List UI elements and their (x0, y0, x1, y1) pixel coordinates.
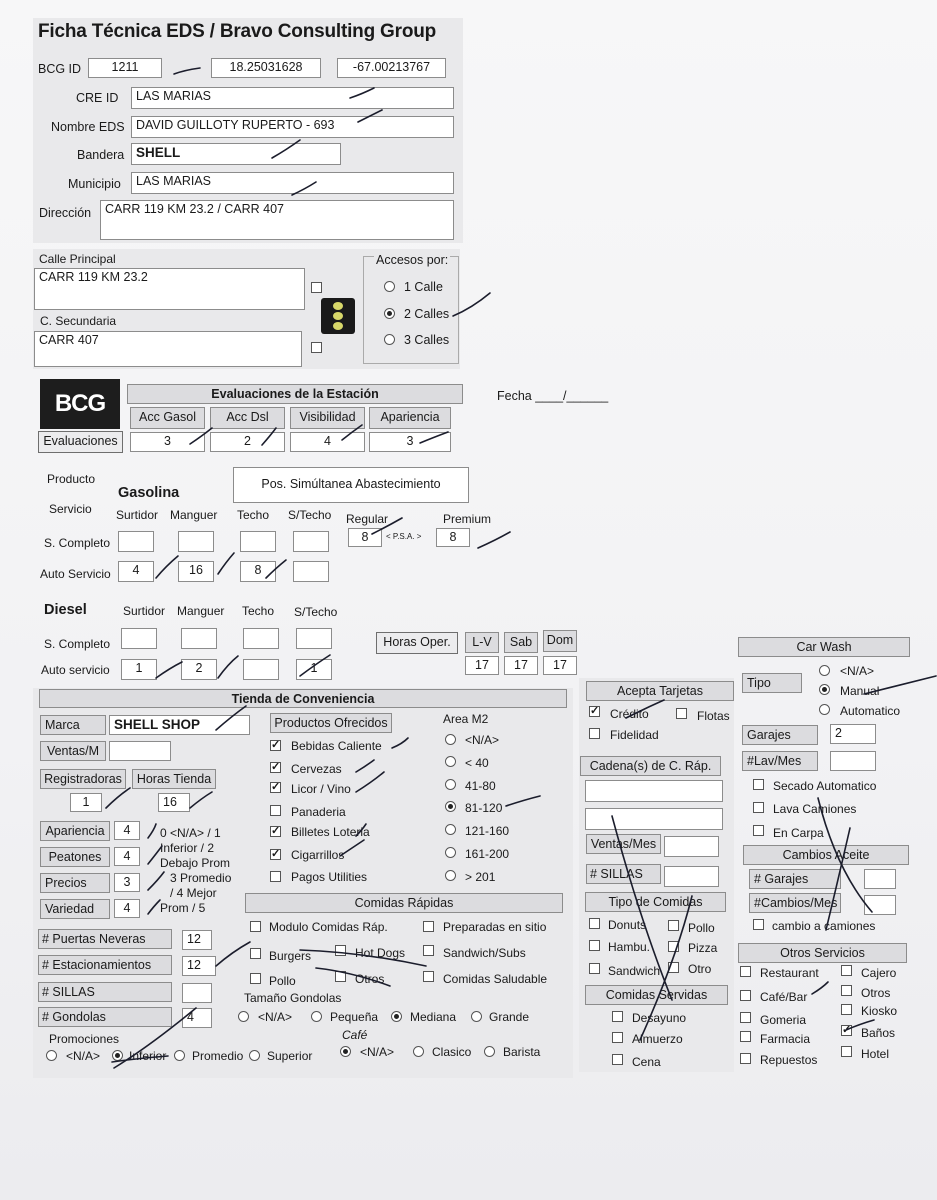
acc-dsl-header: Acc Dsl (210, 407, 285, 429)
promo-option-3: Superior (267, 1049, 313, 1063)
tipo-comida-check-5[interactable] (668, 962, 679, 973)
producto-check-6[interactable] (270, 871, 281, 882)
dsl-as-techo[interactable] (243, 659, 279, 680)
dsl-sc-manguer[interactable] (181, 628, 217, 649)
gas-auto-servicio-label: Auto Servicio (40, 567, 111, 581)
comida-check-0[interactable] (250, 921, 261, 932)
otro-label-8: Hotel (861, 1047, 890, 1061)
direccion-field[interactable]: CARR 119 KM 23.2 / CARR 407 (100, 200, 454, 240)
otro-check-5[interactable] (740, 1012, 751, 1023)
ventas-label: Ventas/M (40, 741, 106, 761)
otro-check-7[interactable] (740, 1031, 751, 1042)
tamano-option-2: Mediana (410, 1010, 457, 1024)
bcg-id-field[interactable]: 1211 (88, 58, 162, 78)
car-wash-tipo-label: Tipo (742, 673, 802, 693)
horas-sab-header: Sab (504, 632, 538, 653)
psa-label: < P.S.A. > (386, 532, 422, 541)
scale-line-3: Debajo Prom (160, 856, 231, 870)
area-option-2: 41-80 (465, 779, 496, 793)
cafe-radio-2[interactable] (484, 1046, 495, 1057)
car-wash-opt-label-0: Secado Automatico (773, 779, 877, 793)
nombre-field[interactable]: DAVID GUILLOTY RUPERTO - 693 (131, 116, 454, 138)
scale-line-4: 3 Promedio (170, 871, 232, 885)
apariencia-label: Apariencia (40, 821, 110, 841)
dsl-as-stecho[interactable]: 1 (296, 659, 332, 680)
tamano-option-0: <N/A> (258, 1010, 293, 1024)
ventas-mes-field[interactable] (664, 836, 719, 857)
area-radio-3[interactable] (445, 801, 456, 812)
accesos-label: Accesos por: (376, 253, 449, 267)
promo-radio-0[interactable] (46, 1050, 57, 1061)
horas-oper-button[interactable]: Horas Oper. (376, 632, 458, 654)
horas-tienda-field[interactable]: 16 (158, 793, 190, 812)
cambios-garajes-field[interactable] (864, 869, 896, 889)
otro-label-4: Kiosko (861, 1004, 898, 1018)
promociones-label: Promociones (49, 1032, 120, 1046)
horas-dom-value[interactable]: 17 (543, 656, 577, 675)
dsl-auto-servicio-label: Auto servicio (41, 663, 110, 677)
horas-lv-value[interactable]: 17 (465, 656, 499, 675)
tipo-comida-label-0: Donuts (608, 918, 647, 932)
tarjeta-check-2[interactable] (589, 728, 600, 739)
tarjeta-label-1: Flotas (697, 709, 730, 723)
municipio-field[interactable]: LAS MARIAS (131, 172, 454, 194)
gas-sc-techo[interactable] (240, 531, 276, 552)
servicio-label: Servicio (49, 502, 92, 516)
cre-id-label: CRE ID (76, 91, 119, 105)
accesos-radio-1[interactable] (384, 281, 395, 292)
car-wash-tipo-option-0: <N/A> (840, 664, 875, 678)
dsl-sc-surtidor[interactable] (121, 628, 157, 649)
producto-check-4[interactable]: ✓ (271, 825, 281, 837)
promo-radio-3[interactable] (249, 1050, 260, 1061)
otro-label-2: Café/Bar (760, 990, 808, 1004)
apariencia-rating[interactable]: 4 (114, 821, 140, 840)
tipo-comida-label-5: Otro (688, 962, 712, 976)
apariencia-header: Apariencia (369, 407, 451, 429)
area-radio-5[interactable] (445, 847, 456, 858)
promo-option-1: Inferior (129, 1049, 167, 1063)
gas-col-surtidor: Surtidor (116, 508, 159, 522)
area-option-6: > 201 (465, 870, 496, 884)
tipo-comida-label-2: Hambu. (608, 940, 651, 954)
comidas-servidas-header: Comidas Servidas (585, 985, 728, 1005)
dsl-col-surtidor: Surtidor (123, 604, 166, 618)
otro-label-1: Cajero (861, 966, 897, 980)
servida-check-2[interactable] (612, 1054, 623, 1065)
otro-label-9: Repuestos (760, 1053, 818, 1067)
area-option-3: 81-120 (465, 801, 503, 815)
comida-check-1[interactable] (423, 921, 434, 932)
cambios-mes-label: #Cambios/Mes (749, 893, 841, 913)
bandera-field[interactable]: SHELL (131, 143, 341, 165)
longitude-field[interactable]: -67.00213767 (337, 58, 446, 78)
servida-label-1: Almuerzo (632, 1032, 683, 1046)
otro-label-5: Gomeria (760, 1013, 807, 1027)
comidas-rapidas-header: Comidas Rápidas (245, 893, 563, 913)
visibilidad-header: Visibilidad (290, 407, 365, 429)
producto-check-5[interactable]: ✓ (271, 848, 281, 860)
cadena-sillas-label: # SILLAS (586, 864, 661, 884)
page-title: Ficha Técnica EDS / Bravo Consulting Group (38, 21, 437, 42)
gas-sc-manguer[interactable] (178, 531, 214, 552)
gas-col-manguer: Manguer (170, 508, 218, 522)
dsl-as-manguer[interactable]: 2 (181, 659, 217, 680)
car-wash-opt-check-1[interactable] (753, 802, 764, 813)
area-radio-1[interactable] (445, 756, 456, 767)
servida-label-2: Cena (632, 1055, 661, 1069)
evaluaciones-button[interactable]: Evaluaciones (38, 431, 123, 453)
fecha-label: Fecha ____/______ (497, 389, 609, 403)
gas-col-stecho: S/Techo (288, 508, 332, 522)
lav-mes-field[interactable] (830, 751, 876, 771)
precios-label: Precios (40, 873, 110, 893)
tipo-comida-check-0[interactable] (589, 918, 600, 929)
garajes-label: Garajes (742, 725, 818, 745)
accesos-option-2: 2 Calles (404, 307, 450, 321)
puertas-field[interactable]: 12 (182, 930, 212, 950)
producto-label: Producto (47, 472, 96, 486)
area-option-5: 161-200 (465, 847, 510, 861)
car-wash-opt-label-2: En Carpa (773, 826, 824, 840)
dsl-s-completo-label: S. Completo (44, 637, 111, 651)
apariencia-value[interactable]: 3 (369, 432, 451, 452)
comida-check-6[interactable] (335, 971, 346, 982)
tienda-sillas-field[interactable] (182, 983, 212, 1003)
peatones-label: Peatones (40, 847, 110, 867)
otro-check-2[interactable] (740, 990, 751, 1001)
scale-line-2: Inferior / 2 (160, 841, 215, 855)
cafe-option-2: Barista (503, 1045, 541, 1059)
comida-label-0: Modulo Comidas Ráp. (269, 920, 388, 934)
cadena-field-2[interactable] (585, 808, 723, 830)
evaluaciones-header: Evaluaciones de la Estación (127, 384, 463, 404)
tipo-comida-label-4: Sandwich (608, 964, 661, 978)
calle-principal-field[interactable]: CARR 119 KM 23.2 (34, 268, 305, 310)
tamano-radio-3[interactable] (471, 1011, 482, 1022)
cadena-field-1[interactable] (585, 780, 723, 802)
cre-id-field[interactable]: LAS MARIAS (131, 87, 454, 109)
producto-label-3: Panaderia (291, 805, 346, 819)
municipio-label: Municipio (68, 177, 121, 191)
otro-label-0: Restaurant (760, 966, 819, 980)
marca-field[interactable]: SHELL SHOP (109, 715, 250, 735)
cafe-radio-0[interactable] (340, 1046, 351, 1057)
area-radio-0[interactable] (445, 734, 456, 745)
tarjetas-header: Acepta Tarjetas (586, 681, 734, 701)
gas-as-stecho[interactable] (293, 561, 329, 582)
producto-label-1: Cervezas (291, 762, 342, 776)
tamano-radio-1[interactable] (311, 1011, 322, 1022)
area-option-4: 121-160 (465, 824, 510, 838)
cadena-header: Cadena(s) de C. Ráp. (580, 756, 721, 776)
promo-option-2: Promedio (192, 1049, 244, 1063)
tarjeta-check-0[interactable]: ✓ (590, 705, 600, 717)
calle-principal-checkbox[interactable] (311, 282, 322, 293)
horas-sab-value[interactable]: 17 (504, 656, 538, 675)
traffic-light-icon (321, 298, 355, 334)
cafe-option-1: Clasico (432, 1045, 472, 1059)
tienda-sillas-label: # SILLAS (38, 982, 172, 1002)
comida-label-6: Otros (355, 972, 385, 986)
comida-label-7: Comidas Saludable (443, 972, 548, 986)
servida-check-1[interactable] (612, 1032, 623, 1043)
puertas-label: # Puertas Neveras (38, 929, 172, 949)
cambio-camiones-check[interactable] (753, 919, 764, 930)
acc-dsl-value[interactable]: 2 (210, 432, 285, 452)
tipo-comida-check-4[interactable] (589, 963, 600, 974)
tarjeta-label-0: Crédito (610, 707, 649, 721)
gas-sc-stecho[interactable] (293, 531, 329, 552)
otro-check-0[interactable] (740, 966, 751, 977)
cafe-option-0: <N/A> (360, 1045, 395, 1059)
car-wash-opt-check-2[interactable] (753, 825, 764, 836)
cambios-aceite-header: Cambios Aceite (743, 845, 909, 865)
area-radio-2[interactable] (445, 779, 456, 790)
promo-option-0: <N/A> (66, 1049, 101, 1063)
precios-rating[interactable]: 3 (114, 873, 140, 892)
tamano-option-3: Grande (489, 1010, 530, 1024)
car-wash-opt-check-0[interactable] (753, 779, 764, 790)
comida-check-2[interactable] (250, 948, 261, 959)
otro-label-3: Otros (861, 986, 891, 1000)
diesel-title: Diesel (44, 602, 87, 618)
gas-s-completo-label: S. Completo (44, 536, 111, 550)
ventas-mes-label: Ventas/Mes (586, 834, 661, 854)
producto-label-5: Cigarrillos (291, 848, 345, 862)
premium-value[interactable]: 8 (436, 528, 470, 547)
producto-label-2: Licor / Vino (291, 782, 351, 796)
nombre-label: Nombre EDS (51, 120, 125, 134)
bandera-label: Bandera (77, 148, 125, 162)
gas-sc-surtidor[interactable] (118, 531, 154, 552)
garajes-field[interactable]: 2 (830, 724, 876, 744)
regular-label: Regular (346, 512, 389, 526)
producto-check-3[interactable] (270, 805, 281, 816)
producto-check-0[interactable]: ✓ (271, 739, 281, 751)
producto-label-4: Billetes Loteria (291, 825, 370, 839)
car-wash-tipo-radio-0[interactable] (819, 665, 830, 676)
productos-header: Productos Ofrecidos (270, 713, 392, 733)
comida-check-7[interactable] (423, 971, 434, 982)
accesos-radio-2[interactable] (384, 308, 395, 319)
comida-label-3: Hot Dogs (355, 946, 406, 960)
servida-label-0: Desayuno (632, 1011, 687, 1025)
comida-check-4[interactable] (423, 945, 434, 956)
otro-check-1[interactable] (841, 965, 852, 976)
peatones-rating[interactable]: 4 (114, 847, 140, 866)
area-label: Area M2 (443, 712, 489, 726)
comida-label-1: Preparadas en sitio (443, 920, 547, 934)
tipo-comida-label-3: Pizza (688, 941, 718, 955)
estacionamientos-field[interactable]: 12 (182, 956, 216, 976)
producto-label-6: Pagos Utilities (291, 870, 368, 884)
dsl-as-surtidor[interactable]: 1 (121, 659, 157, 680)
otro-check-9[interactable] (740, 1053, 751, 1064)
ventas-field[interactable] (109, 741, 171, 761)
horas-tienda-label: Horas Tienda (132, 769, 216, 789)
gondolas-field[interactable]: 4 (182, 1008, 212, 1028)
registradoras-label: Registradoras (40, 769, 126, 789)
marca-label: Marca (40, 715, 106, 735)
tipo-comidas-header: Tipo de Comidas (585, 892, 726, 912)
gondolas-label: # Gondolas (38, 1007, 172, 1027)
dsl-col-manguer: Manguer (177, 604, 225, 618)
tarjeta-label-2: Fidelidad (610, 728, 659, 742)
otro-check-3[interactable] (841, 985, 852, 996)
cafe-radio-1[interactable] (413, 1046, 424, 1057)
tipo-comida-check-2[interactable] (589, 940, 600, 951)
cambios-mes-field[interactable] (864, 895, 896, 915)
lav-mes-label: #Lav/Mes (742, 751, 818, 771)
horas-lv-header: L-V (465, 632, 499, 653)
otro-check-8[interactable] (841, 1046, 852, 1057)
servida-check-0[interactable] (612, 1011, 623, 1022)
comida-label-2: Burgers (269, 949, 312, 963)
cadena-sillas-field[interactable] (664, 866, 719, 887)
producto-check-1[interactable]: ✓ (271, 761, 281, 773)
bcg-id-label: BCG ID (38, 62, 82, 76)
scale-line-5: / 4 Mejor (170, 886, 217, 900)
latitude-field[interactable]: 18.25031628 (211, 58, 321, 78)
bcg-logo: BCG (40, 379, 120, 429)
car-wash-tipo-radio-2[interactable] (819, 704, 830, 715)
otro-check-4[interactable] (841, 1004, 852, 1015)
area-option-1: < 40 (465, 756, 489, 770)
car-wash-tipo-option-1: Manual (840, 684, 880, 698)
scale-line-1: 0 <N/A> / 1 (160, 826, 221, 840)
pos-simultanea-box: Pos. Simúltanea Abastecimiento (233, 467, 469, 503)
dsl-sc-stecho[interactable] (296, 628, 332, 649)
premium-label: Premium (443, 512, 492, 526)
calle-secundaria-checkbox[interactable] (311, 342, 322, 353)
gasolina-title: Gasolina (118, 485, 180, 501)
acc-gasol-header: Acc Gasol (130, 407, 205, 429)
tienda-header: Tienda de Conveniencia (39, 689, 567, 708)
scale-line-6: Prom / 5 (160, 901, 206, 915)
producto-label-0: Bebidas Caliente (291, 739, 382, 753)
car-wash-tipo-radio-1[interactable] (819, 684, 830, 695)
accesos-option-3: 3 Calles (404, 333, 450, 347)
calle-principal-label: Calle Principal (39, 252, 116, 266)
car-wash-opt-label-1: Lava Camiones (773, 802, 857, 816)
regular-value[interactable]: 8 (348, 528, 382, 547)
tamano-label: Tamaño Gondolas (244, 991, 342, 1005)
gas-as-techo[interactable]: 8 (240, 561, 276, 582)
comida-label-4: Sandwich/Subs (443, 946, 526, 960)
calle-secundaria-label: C. Secundaria (40, 314, 117, 328)
promo-radio-2[interactable] (174, 1050, 185, 1061)
tarjeta-check-1[interactable] (676, 708, 687, 719)
dsl-col-stecho: S/Techo (294, 605, 338, 619)
cambios-garajes-label: # Garajes (749, 869, 841, 889)
cambio-camiones-label: cambio a camiones (772, 919, 876, 933)
otros-servicios-header: Otros Servicios (738, 943, 907, 963)
horas-dom-header: Dom (543, 630, 577, 652)
calle-secundaria-field[interactable]: CARR 407 (34, 331, 302, 367)
accesos-option-1: 1 Calle (404, 280, 443, 294)
producto-check-2[interactable]: ✓ (271, 781, 281, 793)
area-radio-6[interactable] (445, 870, 456, 881)
variedad-rating[interactable]: 4 (114, 899, 140, 918)
variedad-label: Variedad (40, 899, 110, 919)
area-option-0: <N/A> (465, 733, 500, 747)
tamano-radio-0[interactable] (238, 1011, 249, 1022)
dsl-col-techo: Techo (242, 604, 275, 618)
cafe-label: Café (342, 1028, 368, 1042)
comida-check-3[interactable] (335, 945, 346, 956)
comida-label-5: Pollo (269, 974, 296, 988)
visibilidad-value[interactable]: 4 (290, 432, 365, 452)
otro-label-7: Farmacia (760, 1032, 811, 1046)
estacionamientos-label: # Estacionamientos (38, 955, 172, 975)
tamano-option-1: Pequeña (330, 1010, 379, 1024)
area-radio-4[interactable] (445, 824, 456, 835)
car-wash-tipo-option-2: Automatico (840, 704, 901, 718)
otro-label-6: Baños (861, 1026, 896, 1040)
acc-gasol-value[interactable]: 3 (130, 432, 205, 452)
tipo-comida-check-1[interactable] (668, 920, 679, 931)
comida-check-5[interactable] (250, 973, 261, 984)
tamano-radio-2[interactable] (391, 1011, 402, 1022)
promo-radio-1[interactable] (112, 1050, 123, 1061)
accesos-radio-3[interactable] (384, 334, 395, 345)
gas-as-surtidor[interactable]: 4 (118, 561, 154, 582)
gas-col-techo: Techo (237, 508, 270, 522)
tipo-comida-label-1: Pollo (688, 921, 715, 935)
car-wash-header: Car Wash (738, 637, 910, 657)
tipo-comida-check-3[interactable] (668, 941, 679, 952)
direccion-label: Dirección (39, 206, 92, 220)
registradoras-field[interactable]: 1 (70, 793, 102, 812)
otro-check-6[interactable]: ✓ (842, 1024, 852, 1036)
gas-as-manguer[interactable]: 16 (178, 561, 214, 582)
dsl-sc-techo[interactable] (243, 628, 279, 649)
